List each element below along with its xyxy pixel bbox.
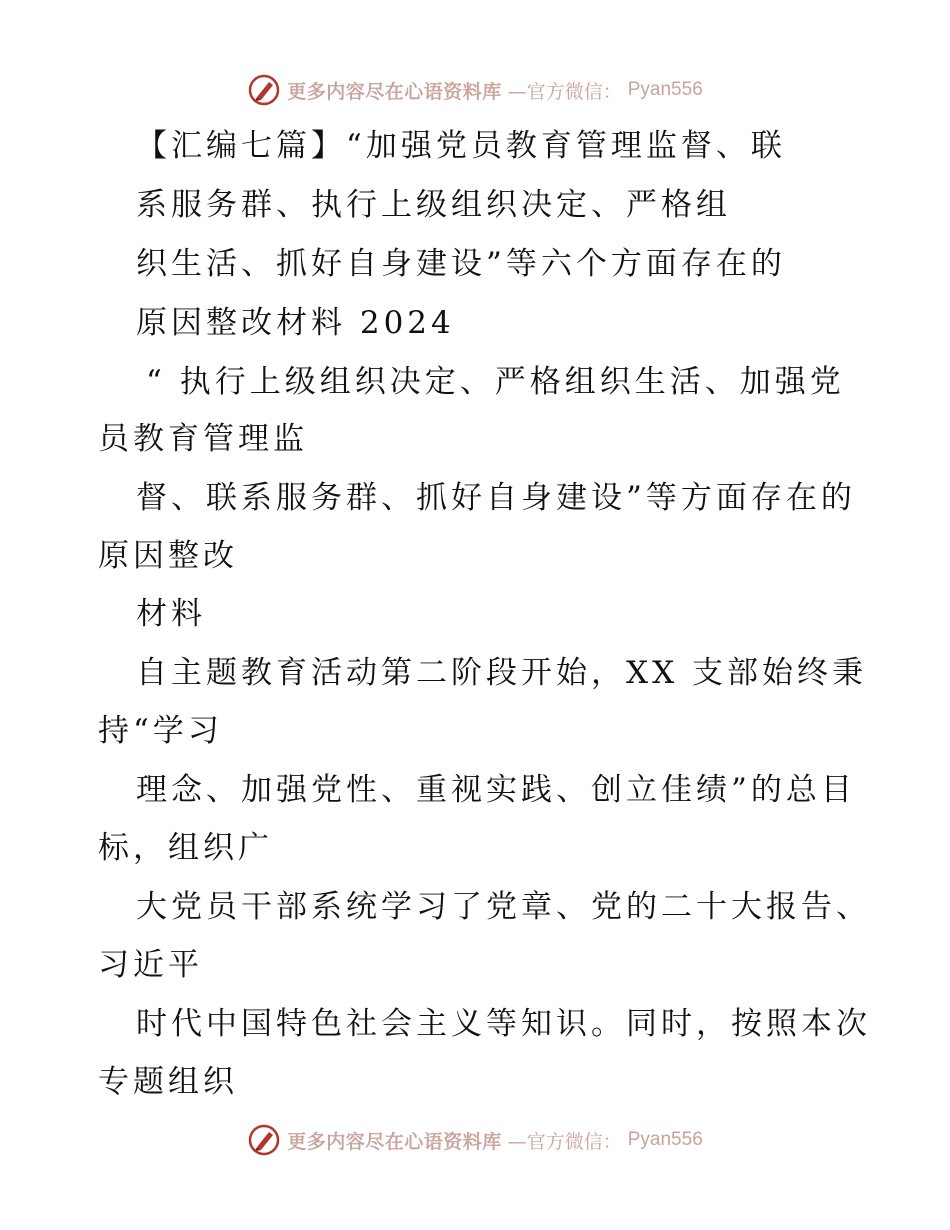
header-watermark [0, 70, 950, 110]
text-line: 专题组织 [98, 1064, 238, 1100]
text-line: “ 执行上级组织决定、严格组织生活、加强党 [146, 364, 845, 400]
text-line: 标，组织广 [98, 830, 273, 866]
title-line: 原因整改材料 2024 [136, 305, 455, 341]
text-line: 自主题教育活动第二阶段开始，XX 支部始终秉 [136, 655, 867, 691]
text-line: 时代中国特色社会主义等知识。同时，按照本次 [136, 1006, 871, 1042]
title-line: 织生活、抓好自身建设”等六个方面存在的 [136, 246, 786, 282]
pen-logo-icon [247, 1123, 281, 1157]
watermark-wechat-id: Pyan556 [627, 1129, 703, 1150]
watermark-text: 更多内容尽在心语资料库 [287, 1130, 502, 1153]
text-line: 材料 [136, 596, 206, 632]
title-line: 系服务群、执行上级组织决定、严格组 [136, 187, 731, 223]
title-line: 【汇编七篇】“加强党员教育管理监督、联 [136, 128, 786, 164]
footer-watermark [0, 1120, 950, 1160]
text-line: 持“学习 [98, 713, 223, 749]
watermark-separator: —官方微信： [507, 1130, 622, 1153]
text-line: 督、联系服务群、抓好自身建设”等方面存在的 [136, 480, 856, 516]
watermark-text: 更多内容尽在心语资料库 [287, 80, 502, 103]
text-line: 习近平 [98, 947, 203, 983]
pen-logo-icon [247, 73, 281, 107]
text-line: 理念、加强党性、重视实践、创立佳绩”的总目 [136, 772, 856, 808]
text-line: 员教育管理监 [98, 421, 308, 457]
text-line: 原因整改 [98, 538, 238, 574]
watermark-separator: —官方微信： [507, 80, 622, 103]
text-line: 大党员干部系统学习了党章、党的二十大报告、 [136, 889, 871, 925]
watermark-wechat-id: Pyan556 [627, 79, 703, 100]
